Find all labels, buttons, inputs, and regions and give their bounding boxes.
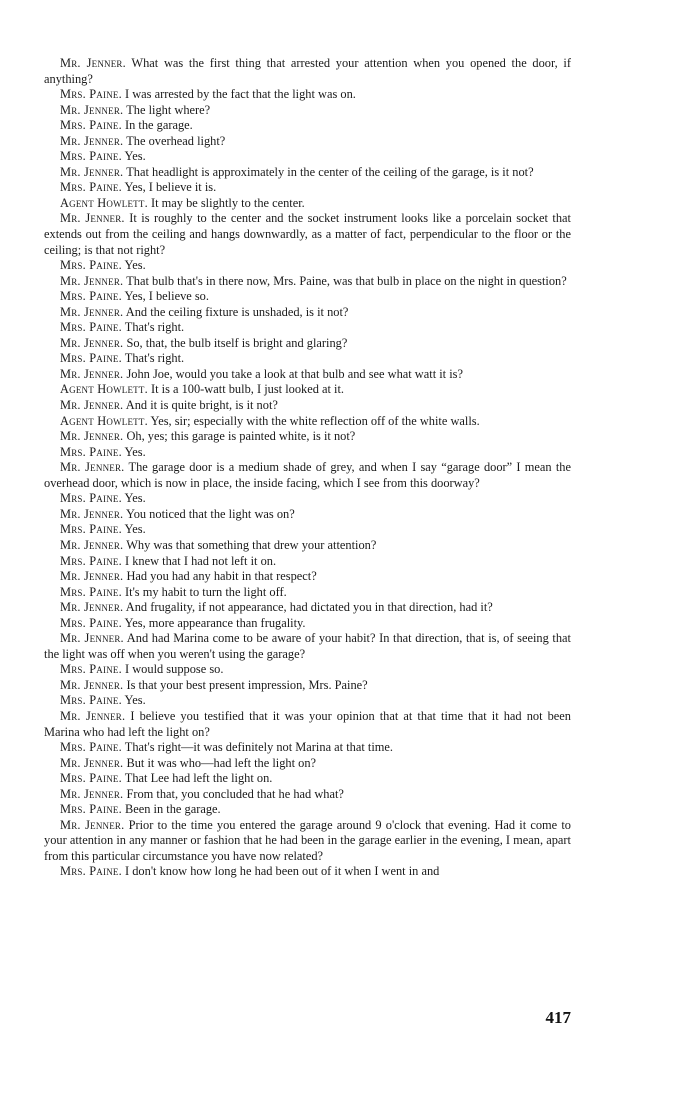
- testimony-paragraph: [44, 662, 571, 678]
- speaker-name: Mr. Jenner.: [60, 708, 126, 723]
- page-number: 417: [545, 1008, 571, 1027]
- speaker-name: Mr. Jenner.: [60, 460, 125, 475]
- speaker-name: Mr. Jenner.: [60, 56, 126, 70]
- testimony-paragraph: [44, 709, 571, 740]
- utterance-text: That's right—it was definitely not Marina at that time.: [121, 740, 394, 755]
- utterance-text: And had Marina come to be aware of your habit? In that direction, that is, of seeing that the light was off when you weren't using the garage?: [44, 631, 571, 661]
- utterance-text: And the ceiling fixture is unshaded, is it not?: [123, 304, 349, 319]
- utterance-text: It is roughly to the center and the socket instrument looks like a porcelain socket that extends out from the ceiling and hangs downwardly, as a matter of fact, perpendicular to the floor or the ceiling; is that not right?: [44, 211, 571, 257]
- utterance-text: You noticed that the light was on?: [123, 506, 295, 521]
- speaker-name: Mr. Jenner.: [60, 631, 124, 646]
- testimony-paragraph: [44, 818, 571, 865]
- speaker-name: Mr. Jenner.: [60, 133, 124, 148]
- utterance-text: The overhead light?: [123, 133, 226, 148]
- utterance-text: From that, you concluded that he had what?: [123, 786, 344, 801]
- utterance-text: Oh, yes; this garage is painted white, is it not?: [123, 429, 356, 444]
- testimony-paragraph: [44, 211, 571, 258]
- speaker-name: Mrs. Paine.: [60, 289, 122, 304]
- utterance-text: I was arrested by the fact that the light was on.: [121, 87, 356, 102]
- testimony-paragraph: [44, 165, 571, 181]
- utterance-text: Yes.: [121, 444, 146, 459]
- testimony-paragraph: [44, 87, 571, 103]
- speaker-name: Mrs. Paine.: [60, 491, 122, 506]
- speaker-name: Agent Howlett.: [60, 413, 148, 428]
- speaker-name: Mr. Jenner.: [60, 569, 124, 584]
- speaker-name: Mr. Jenner.: [60, 537, 124, 552]
- testimony-paragraph: [44, 678, 571, 694]
- utterance-text: I don't know how long he had been out of it when I went in and: [121, 864, 440, 879]
- speaker-name: Mrs. Paine.: [60, 444, 122, 459]
- testimony-paragraph: [44, 289, 571, 305]
- speaker-name: Mrs. Paine.: [60, 740, 122, 755]
- testimony-paragraph: [44, 398, 571, 414]
- speaker-name: Mr. Jenner.: [60, 398, 124, 413]
- utterance-text: That bulb that's in there now, Mrs. Paine, was that bulb in place on the night in question?: [123, 273, 567, 288]
- utterance-text: Yes.: [121, 258, 146, 273]
- testimony-paragraph: [44, 56, 571, 87]
- testimony-paragraph: [44, 382, 571, 398]
- testimony-paragraph: [44, 569, 571, 585]
- testimony-paragraph: [44, 631, 571, 662]
- utterance-text: I knew that I had not left it on.: [121, 553, 277, 568]
- utterance-text: I believe you testified that it was your opinion that at that time that it had not been Marina who had left the light on?: [44, 708, 571, 739]
- speaker-name: Mr. Jenner.: [60, 429, 124, 444]
- testimony-paragraph: [44, 771, 571, 787]
- utterance-text: In the garage.: [121, 118, 193, 133]
- testimony-paragraph: [44, 756, 571, 772]
- testimony-paragraph: [44, 740, 571, 756]
- speaker-name: Mr. Jenner.: [60, 102, 124, 117]
- speaker-name: Mr. Jenner.: [60, 786, 124, 801]
- utterance-text: Been in the garage.: [121, 802, 221, 817]
- utterance-text: The light where?: [123, 102, 211, 117]
- testimony-paragraph: [44, 134, 571, 150]
- testimony-paragraph: [44, 460, 571, 491]
- speaker-name: Agent Howlett.: [60, 195, 148, 210]
- testimony-paragraph: [44, 491, 571, 507]
- utterance-text: I would suppose so.: [121, 662, 224, 677]
- speaker-name: Mrs. Paine.: [60, 149, 122, 164]
- testimony-paragraph: [44, 149, 571, 165]
- utterance-text: It's my habit to turn the light off.: [121, 584, 287, 599]
- testimony-paragraph: [44, 538, 571, 554]
- testimony-paragraph: [44, 616, 571, 632]
- speaker-name: Agent Howlett.: [60, 382, 148, 397]
- utterance-text: What was the first thing that arrested your attention when you opened the door, if anything?: [44, 56, 571, 86]
- speaker-name: Mr. Jenner.: [60, 164, 124, 179]
- testimony-paragraph: [44, 507, 571, 523]
- utterance-text: And frugality, if not appearance, had dictated you in that direction, had it?: [123, 600, 493, 615]
- testimony-paragraph: [44, 445, 571, 461]
- speaker-name: Mrs. Paine.: [60, 87, 122, 102]
- utterance-text: Had you had any habit in that respect?: [123, 569, 317, 584]
- transcript-body: [44, 56, 571, 880]
- testimony-paragraph: [44, 103, 571, 119]
- speaker-name: Mrs. Paine.: [60, 771, 122, 786]
- testimony-paragraph: [44, 600, 571, 616]
- utterance-text: Yes, more appearance than frugality.: [121, 615, 306, 630]
- utterance-text: That's right.: [121, 320, 185, 335]
- testimony-paragraph: [44, 864, 571, 880]
- testimony-paragraph: [44, 320, 571, 336]
- speaker-name: Mrs. Paine.: [60, 522, 122, 537]
- utterance-text: That Lee had left the light on.: [121, 771, 273, 786]
- utterance-text: And it is quite bright, is it not?: [123, 398, 278, 413]
- utterance-text: Yes.: [121, 693, 146, 708]
- testimony-paragraph: [44, 585, 571, 601]
- speaker-name: Mrs. Paine.: [60, 662, 122, 677]
- utterance-text: Yes.: [121, 149, 146, 164]
- speaker-name: Mrs. Paine.: [60, 553, 122, 568]
- utterance-text: Yes, sir; especially with the white reflection off of the white walls.: [147, 413, 480, 428]
- speaker-name: Mr. Jenner.: [60, 273, 124, 288]
- testimony-paragraph: [44, 118, 571, 134]
- speaker-name: Mr. Jenner.: [60, 335, 124, 350]
- speaker-name: Mr. Jenner.: [60, 211, 125, 226]
- testimony-paragraph: [44, 305, 571, 321]
- speaker-name: Mr. Jenner.: [60, 366, 124, 381]
- testimony-paragraph: [44, 787, 571, 803]
- speaker-name: Mr. Jenner.: [60, 506, 124, 521]
- testimony-paragraph: [44, 802, 571, 818]
- utterance-text: It is a 100-watt bulb, I just looked at it.: [147, 382, 345, 397]
- speaker-name: Mr. Jenner.: [60, 817, 125, 832]
- speaker-name: Mrs. Paine.: [60, 351, 122, 366]
- testimony-paragraph: [44, 367, 571, 383]
- utterance-text: Yes, I believe so.: [121, 289, 209, 304]
- utterance-text: That headlight is approximately in the center of the ceiling of the garage, is it not?: [123, 164, 534, 179]
- testimony-paragraph: [44, 258, 571, 274]
- utterance-text: Yes.: [121, 491, 146, 506]
- speaker-name: Mrs. Paine.: [60, 615, 122, 630]
- speaker-name: Mr. Jenner.: [60, 304, 124, 319]
- testimony-paragraph: [44, 554, 571, 570]
- utterance-text: Yes, I believe it is.: [121, 180, 217, 195]
- utterance-text: Is that your best present impression, Mrs. Paine?: [123, 677, 368, 692]
- speaker-name: Mrs. Paine.: [60, 802, 122, 817]
- testimony-paragraph: [44, 196, 571, 212]
- testimony-paragraph: [44, 414, 571, 430]
- utterance-text: But it was who—had left the light on?: [123, 755, 317, 770]
- speaker-name: Mrs. Paine.: [60, 584, 122, 599]
- utterance-text: So, that, the bulb itself is bright and glaring?: [123, 335, 348, 350]
- testimony-paragraph: [44, 429, 571, 445]
- utterance-text: Why was that something that drew your attention?: [123, 537, 377, 552]
- utterance-text: John Joe, would you take a look at that bulb and see what watt it is?: [123, 366, 463, 381]
- testimony-paragraph: [44, 693, 571, 709]
- speaker-name: Mr. Jenner.: [60, 677, 124, 692]
- speaker-name: Mrs. Paine.: [60, 320, 122, 335]
- utterance-text: The garage door is a medium shade of grey, and when I say “garage door” I mean the overhead door, which is now in place, the inside facing, which I see from this doorway?: [44, 460, 571, 490]
- speaker-name: Mrs. Paine.: [60, 118, 122, 133]
- utterance-text: That's right.: [121, 351, 185, 366]
- speaker-name: Mrs. Paine.: [60, 864, 122, 879]
- testimony-paragraph: [44, 351, 571, 367]
- speaker-name: Mrs. Paine.: [60, 180, 122, 195]
- testimony-paragraph: [44, 336, 571, 352]
- speaker-name: Mr. Jenner.: [60, 600, 124, 615]
- speaker-name: Mr. Jenner.: [60, 755, 124, 770]
- utterance-text: Yes.: [121, 522, 146, 537]
- speaker-name: Mrs. Paine.: [60, 693, 122, 708]
- utterance-text: It may be slightly to the center.: [147, 195, 305, 210]
- testimony-paragraph: [44, 274, 571, 290]
- speaker-name: Mrs. Paine.: [60, 258, 122, 273]
- utterance-text: Prior to the time you entered the garage around 9 o'clock that evening. Had it come to your attention in any manner or fashion that he had been in the garage earlier in the evening, I mean, apart from this particular circumstance you have now related?: [44, 817, 571, 863]
- transcript-page: [44, 56, 571, 1096]
- testimony-paragraph: [44, 522, 571, 538]
- testimony-paragraph: [44, 180, 571, 196]
